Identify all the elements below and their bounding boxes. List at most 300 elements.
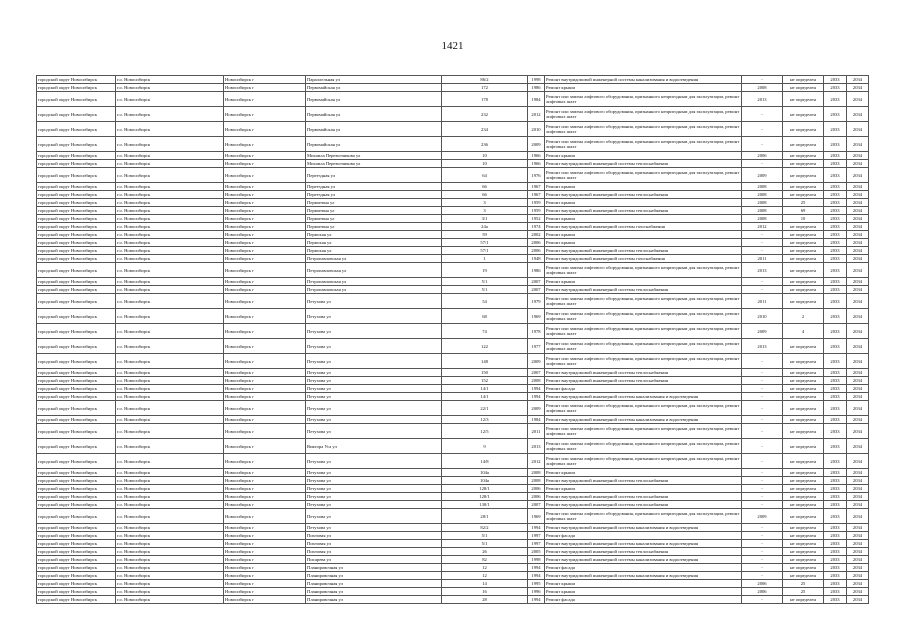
cell-settlement: г.о. Новосибирск: [116, 439, 224, 454]
cell-period-end: 2034: [847, 588, 869, 596]
cell-house-number: 152: [442, 377, 528, 385]
cell-municipality: городской округ Новосибирск: [37, 572, 116, 580]
cell-last-repair-year: -: [742, 596, 783, 604]
cell-city: Новосибирск г: [224, 572, 306, 580]
cell-street: Параллельная ул: [306, 76, 442, 84]
cell-build-year: 2007: [528, 286, 545, 294]
cell-build-year: 1994: [528, 596, 545, 604]
cell-street: Михаила Перевозчикова ул: [306, 152, 442, 160]
cell-wear-percent: не определен: [783, 564, 824, 572]
cell-work-type: Ремонт или замена лифтового оборудования, признанного непригодным для эксплуатации, ремонт лифтовых шахт: [545, 354, 742, 369]
cell-settlement: г.о. Новосибирск: [116, 524, 224, 532]
cell-house-number: 5/1: [442, 532, 528, 540]
cell-settlement: г.о. Новосибирск: [116, 294, 224, 309]
cell-work-type: Ремонт внутридомовой инженерной системы теплоснабжения: [545, 247, 742, 255]
cell-period-start: 2033: [824, 556, 847, 564]
cell-wear-percent: не определен: [783, 152, 824, 160]
cell-street: Пермитина ул: [306, 223, 442, 231]
cell-street: Пихтовая ул: [306, 548, 442, 556]
cell-last-repair-year: -: [742, 231, 783, 239]
table-row: [37, 84, 869, 92]
cell-build-year: 1979: [528, 294, 545, 309]
cell-city: Новосибирск г: [224, 215, 306, 223]
cell-settlement: г.о. Новосибирск: [116, 199, 224, 207]
cell-wear-percent: не определен: [783, 393, 824, 401]
cell-city: Новосибирск г: [224, 588, 306, 596]
table-row: [37, 160, 869, 168]
cell-period-end: 2034: [847, 294, 869, 309]
cell-wear-percent: 25: [783, 580, 824, 588]
cell-build-year: 1966: [528, 160, 545, 168]
cell-work-type: Ремонт крыши: [545, 239, 742, 247]
cell-work-type: Ремонт или замена лифтового оборудования, признанного непригодным для эксплуатации, ремонт лифтовых шахт: [545, 263, 742, 278]
cell-city: Новосибирск г: [224, 564, 306, 572]
cell-period-end: 2034: [847, 564, 869, 572]
cell-work-type: Ремонт или замена лифтового оборудования, признанного непригодным для эксплуатации, ремонт лифтовых шахт: [545, 168, 742, 183]
cell-city: Новосибирск г: [224, 191, 306, 199]
cell-wear-percent: не определен: [783, 239, 824, 247]
cell-work-type: Ремонт или замена лифтового оборудования, признанного непригодным для эксплуатации, ремонт лифтовых шахт: [545, 401, 742, 416]
cell-period-end: 2034: [847, 183, 869, 191]
cell-last-repair-year: -: [742, 439, 783, 454]
cell-house-number: 74: [442, 324, 528, 339]
cell-last-repair-year: -: [742, 247, 783, 255]
cell-work-type: Ремонт внутридомовой инженерной системы теплоснабжения: [545, 493, 742, 501]
cell-house-number: 26: [442, 548, 528, 556]
cell-municipality: городской округ Новосибирск: [37, 255, 116, 263]
cell-work-type: Ремонт внутридомовой инженерной системы теплоснабжения: [545, 191, 742, 199]
cell-settlement: г.о. Новосибирск: [116, 231, 224, 239]
cell-build-year: 1959: [528, 207, 545, 215]
cell-settlement: г.о. Новосибирск: [116, 509, 224, 524]
cell-build-year: 1995: [528, 580, 545, 588]
cell-street: Петухова ул: [306, 369, 442, 377]
cell-settlement: г.о. Новосибирск: [116, 207, 224, 215]
cell-work-type: Ремонт или замена лифтового оборудования, признанного непригодным для эксплуатации, ремонт лифтовых шахт: [545, 439, 742, 454]
cell-period-end: 2034: [847, 493, 869, 501]
cell-house-number: 28/1: [442, 509, 528, 524]
cell-last-repair-year: 2013: [742, 92, 783, 107]
cell-settlement: г.о. Новосибирск: [116, 588, 224, 596]
cell-period-start: 2033: [824, 385, 847, 393]
cell-period-end: 2034: [847, 385, 869, 393]
cell-house-number: 5/1: [442, 286, 528, 294]
cell-wear-percent: не определен: [783, 509, 824, 524]
cell-last-repair-year: -: [742, 122, 783, 137]
cell-settlement: г.о. Новосибирск: [116, 76, 224, 84]
cell-last-repair-year: -: [742, 76, 783, 84]
cell-wear-percent: не определен: [783, 107, 824, 122]
cell-last-repair-year: 2008: [742, 84, 783, 92]
cell-house-number: 12/5: [442, 424, 528, 439]
cell-wear-percent: не определен: [783, 168, 824, 183]
cell-city: Новосибирск г: [224, 454, 306, 469]
cell-street: Петропавловская ул: [306, 278, 442, 286]
cell-house-number: 22/1: [442, 401, 528, 416]
cell-last-repair-year: -: [742, 377, 783, 385]
cell-work-type: Ремонт фасада: [545, 564, 742, 572]
cell-settlement: г.о. Новосибирск: [116, 92, 224, 107]
cell-house-number: 3/1: [442, 215, 528, 223]
cell-build-year: 1969: [528, 509, 545, 524]
cell-period-start: 2033: [824, 540, 847, 548]
cell-work-type: Ремонт внутридомовой инженерной системы теплоснабжения: [545, 207, 742, 215]
cell-city: Новосибирск г: [224, 278, 306, 286]
cell-wear-percent: не определен: [783, 294, 824, 309]
cell-city: Новосибирск г: [224, 239, 306, 247]
cell-period-start: 2033: [824, 377, 847, 385]
cell-period-start: 2033: [824, 477, 847, 485]
table-row: [37, 255, 869, 263]
cell-period-end: 2034: [847, 263, 869, 278]
cell-wear-percent: не определен: [783, 439, 824, 454]
cell-build-year: 2006: [528, 247, 545, 255]
cell-period-start: 2033: [824, 137, 847, 152]
cell-wear-percent: не определен: [783, 556, 824, 564]
cell-build-year: 1948: [528, 255, 545, 263]
cell-work-type: Ремонт фасада: [545, 596, 742, 604]
cell-municipality: городской округ Новосибирск: [37, 540, 116, 548]
cell-period-end: 2034: [847, 207, 869, 215]
cell-period-start: 2033: [824, 572, 847, 580]
cell-municipality: городской округ Новосибирск: [37, 548, 116, 556]
cell-period-end: 2034: [847, 339, 869, 354]
cell-city: Новосибирск г: [224, 385, 306, 393]
cell-municipality: городской округ Новосибирск: [37, 385, 116, 393]
cell-last-repair-year: -: [742, 532, 783, 540]
cell-last-repair-year: -: [742, 524, 783, 532]
cell-period-start: 2033: [824, 239, 847, 247]
table-row: [37, 469, 869, 477]
cell-city: Новосибирск г: [224, 540, 306, 548]
table-row: [37, 580, 869, 588]
table-row: [37, 76, 869, 84]
cell-city: Новосибирск г: [224, 377, 306, 385]
cell-period-start: 2033: [824, 207, 847, 215]
cell-city: Новосибирск г: [224, 439, 306, 454]
cell-period-start: 2033: [824, 393, 847, 401]
cell-house-number: 68: [442, 309, 528, 324]
cell-municipality: городской округ Новосибирск: [37, 477, 116, 485]
cell-house-number: 130/1: [442, 501, 528, 509]
cell-street: Петухова ул: [306, 416, 442, 424]
cell-settlement: г.о. Новосибирск: [116, 286, 224, 294]
cell-period-start: 2033: [824, 588, 847, 596]
cell-municipality: городской округ Новосибирск: [37, 294, 116, 309]
cell-wear-percent: 69: [783, 207, 824, 215]
cell-settlement: г.о. Новосибирск: [116, 393, 224, 401]
cell-build-year: 2002: [528, 231, 545, 239]
cell-work-type: Ремонт или замена лифтового оборудования, признанного непригодным для эксплуатации, ремонт лифтовых шахт: [545, 122, 742, 137]
cell-street: Первомайская ул: [306, 137, 442, 152]
cell-period-end: 2034: [847, 509, 869, 524]
cell-city: Новосибирск г: [224, 416, 306, 424]
cell-wear-percent: не определен: [783, 401, 824, 416]
cell-street: Пермитина ул: [306, 199, 442, 207]
cell-period-end: 2034: [847, 501, 869, 509]
cell-city: Новосибирск г: [224, 556, 306, 564]
cell-wear-percent: не определен: [783, 339, 824, 354]
table-row: [37, 231, 869, 239]
cell-last-repair-year: -: [742, 401, 783, 416]
cell-period-start: 2033: [824, 469, 847, 477]
cell-build-year: 2008: [528, 477, 545, 485]
cell-settlement: г.о. Новосибирск: [116, 469, 224, 477]
cell-municipality: городской округ Новосибирск: [37, 92, 116, 107]
cell-period-start: 2033: [824, 199, 847, 207]
capital-repair-table: [36, 75, 869, 604]
cell-municipality: городской округ Новосибирск: [37, 247, 116, 255]
cell-build-year: 1986: [528, 263, 545, 278]
cell-last-repair-year: -: [742, 354, 783, 369]
cell-city: Новосибирск г: [224, 183, 306, 191]
cell-build-year: 2013: [528, 439, 545, 454]
cell-house-number: 28: [442, 596, 528, 604]
table-row: [37, 540, 869, 548]
cell-house-number: 232: [442, 107, 528, 122]
cell-city: Новосибирск г: [224, 84, 306, 92]
cell-street: Пихтовая ул: [306, 532, 442, 540]
cell-last-repair-year: 2006: [742, 580, 783, 588]
cell-city: Новосибирск г: [224, 263, 306, 278]
cell-period-end: 2034: [847, 84, 869, 92]
cell-municipality: городской округ Новосибирск: [37, 152, 116, 160]
cell-build-year: 2007: [528, 278, 545, 286]
cell-street: Первомайская ул: [306, 122, 442, 137]
cell-period-end: 2034: [847, 324, 869, 339]
cell-build-year: 1967: [528, 191, 545, 199]
cell-wear-percent: не определен: [783, 416, 824, 424]
cell-municipality: городской округ Новосибирск: [37, 107, 116, 122]
table-row: [37, 286, 869, 294]
cell-house-number: 82: [442, 556, 528, 564]
cell-build-year: 1986: [528, 84, 545, 92]
cell-house-number: 19: [442, 263, 528, 278]
table-row: [37, 263, 869, 278]
cell-wear-percent: не определен: [783, 454, 824, 469]
cell-house-number: 12: [442, 564, 528, 572]
cell-last-repair-year: 2013: [742, 263, 783, 278]
cell-settlement: г.о. Новосибирск: [116, 191, 224, 199]
cell-city: Новосибирск г: [224, 493, 306, 501]
cell-period-end: 2034: [847, 92, 869, 107]
cell-street: Петухова ул: [306, 401, 442, 416]
cell-build-year: 2006: [528, 493, 545, 501]
cell-work-type: Ремонт внутридомовой инженерной системы теплоснабжения: [545, 286, 742, 294]
cell-wear-percent: 10: [783, 215, 824, 223]
cell-municipality: городской округ Новосибирск: [37, 168, 116, 183]
cell-period-end: 2034: [847, 215, 869, 223]
cell-period-start: 2033: [824, 92, 847, 107]
table-row: [37, 137, 869, 152]
cell-last-repair-year: -: [742, 239, 783, 247]
cell-build-year: 2012: [528, 454, 545, 469]
cell-build-year: 1984: [528, 92, 545, 107]
cell-street: Петухова ул: [306, 385, 442, 393]
table-row: [37, 564, 869, 572]
cell-period-end: 2034: [847, 160, 869, 168]
cell-settlement: г.о. Новосибирск: [116, 493, 224, 501]
cell-period-start: 2033: [824, 439, 847, 454]
cell-city: Новосибирск г: [224, 477, 306, 485]
cell-period-start: 2033: [824, 509, 847, 524]
cell-municipality: городской округ Новосибирск: [37, 439, 116, 454]
cell-street: Петухова ул: [306, 393, 442, 401]
cell-work-type: Ремонт внутридомовой инженерной системы теплоснабжения: [545, 501, 742, 509]
cell-last-repair-year: 2011: [742, 294, 783, 309]
cell-municipality: городской округ Новосибирск: [37, 596, 116, 604]
cell-municipality: городской округ Новосибирск: [37, 309, 116, 324]
cell-period-end: 2034: [847, 485, 869, 493]
cell-city: Новосибирск г: [224, 401, 306, 416]
table-row: [37, 501, 869, 509]
cell-municipality: городской округ Новосибирск: [37, 263, 116, 278]
cell-period-end: 2034: [847, 286, 869, 294]
cell-house-number: 150: [442, 369, 528, 377]
table-row: [37, 278, 869, 286]
cell-municipality: городской округ Новосибирск: [37, 416, 116, 424]
cell-settlement: г.о. Новосибирск: [116, 339, 224, 354]
table-row: [37, 324, 869, 339]
cell-house-number: 24а: [442, 223, 528, 231]
cell-period-end: 2034: [847, 393, 869, 401]
cell-city: Новосибирск г: [224, 231, 306, 239]
cell-municipality: городской округ Новосибирск: [37, 493, 116, 501]
cell-settlement: г.о. Новосибирск: [116, 556, 224, 564]
cell-work-type: Ремонт внутридомовой инженерной системы теплоснабжения: [545, 477, 742, 485]
cell-period-end: 2034: [847, 309, 869, 324]
cell-period-start: 2033: [824, 84, 847, 92]
cell-last-repair-year: 2008: [742, 199, 783, 207]
cell-house-number: 10: [442, 160, 528, 168]
cell-street: Переездная ул: [306, 191, 442, 199]
cell-period-start: 2033: [824, 122, 847, 137]
cell-street: Петухова ул: [306, 477, 442, 485]
cell-period-start: 2033: [824, 76, 847, 84]
cell-build-year: 1978: [528, 324, 545, 339]
cell-wear-percent: не определен: [783, 191, 824, 199]
cell-settlement: г.о. Новосибирск: [116, 369, 224, 377]
cell-work-type: Ремонт крыши: [545, 199, 742, 207]
cell-settlement: г.о. Новосибирск: [116, 122, 224, 137]
table-row: [37, 239, 869, 247]
cell-house-number: 178: [442, 92, 528, 107]
cell-period-start: 2033: [824, 191, 847, 199]
cell-wear-percent: не определен: [783, 354, 824, 369]
cell-settlement: г.о. Новосибирск: [116, 278, 224, 286]
cell-build-year: 1998: [528, 556, 545, 564]
cell-street: Пермитина ул: [306, 215, 442, 223]
cell-house-number: 104а: [442, 477, 528, 485]
table-row: [37, 385, 869, 393]
cell-build-year: 1974: [528, 223, 545, 231]
cell-settlement: г.о. Новосибирск: [116, 223, 224, 231]
cell-work-type: Ремонт внутридомовой инженерной системы канализования и водоотведения: [545, 572, 742, 580]
cell-house-number: 5/1: [442, 540, 528, 548]
cell-municipality: городской округ Новосибирск: [37, 278, 116, 286]
cell-period-end: 2034: [847, 122, 869, 137]
table-row: [37, 168, 869, 183]
cell-street: Петухова ул: [306, 324, 442, 339]
cell-last-repair-year: -: [742, 469, 783, 477]
cell-last-repair-year: -: [742, 393, 783, 401]
cell-city: Новосибирск г: [224, 485, 306, 493]
cell-settlement: г.о. Новосибирск: [116, 183, 224, 191]
cell-period-start: 2033: [824, 454, 847, 469]
cell-period-end: 2034: [847, 439, 869, 454]
cell-last-repair-year: 2008: [742, 191, 783, 199]
table-row: [37, 572, 869, 580]
table-row: [37, 548, 869, 556]
cell-municipality: городской округ Новосибирск: [37, 556, 116, 564]
cell-wear-percent: не определен: [783, 247, 824, 255]
cell-work-type: Ремонт внутридомовой инженерной системы канализования и водоотведения: [545, 540, 742, 548]
cell-work-type: Ремонт внутридомовой инженерной системы канализования и водоотведения: [545, 556, 742, 564]
cell-municipality: городской округ Новосибирск: [37, 424, 116, 439]
table-row: [37, 199, 869, 207]
cell-municipality: городской округ Новосибирск: [37, 501, 116, 509]
cell-street: Петухова ул: [306, 493, 442, 501]
cell-municipality: городской округ Новосибирск: [37, 377, 116, 385]
table-row: [37, 122, 869, 137]
cell-settlement: г.о. Новосибирск: [116, 416, 224, 424]
cell-street: Петухова ул: [306, 339, 442, 354]
cell-house-number: 9: [442, 439, 528, 454]
cell-build-year: 2006: [528, 485, 545, 493]
cell-city: Новосибирск г: [224, 369, 306, 377]
cell-street: Пермская ул: [306, 247, 442, 255]
table-row: [37, 107, 869, 122]
cell-period-end: 2034: [847, 548, 869, 556]
cell-work-type: Ремонт или замена лифтового оборудования, признанного непригодным для эксплуатации, ремонт лифтовых шахт: [545, 107, 742, 122]
cell-city: Новосибирск г: [224, 548, 306, 556]
cell-street: Петропавловская ул: [306, 286, 442, 294]
cell-wear-percent: не определен: [783, 493, 824, 501]
cell-work-type: Ремонт или замена лифтового оборудования, признанного непригодным для эксплуатации, ремонт лифтовых шахт: [545, 92, 742, 107]
cell-period-end: 2034: [847, 231, 869, 239]
cell-municipality: городской округ Новосибирск: [37, 183, 116, 191]
cell-period-start: 2033: [824, 168, 847, 183]
cell-work-type: Ремонт или замена лифтового оборудования, признанного непригодным для эксплуатации, ремонт лифтовых шахт: [545, 454, 742, 469]
cell-last-repair-year: 2008: [742, 183, 783, 191]
cell-municipality: городской округ Новосибирск: [37, 239, 116, 247]
cell-wear-percent: не определен: [783, 223, 824, 231]
cell-street: Писарева ул: [306, 556, 442, 564]
cell-last-repair-year: 2009: [742, 509, 783, 524]
cell-house-number: 3: [442, 199, 528, 207]
cell-period-start: 2033: [824, 548, 847, 556]
table-row: [37, 588, 869, 596]
cell-period-start: 2033: [824, 339, 847, 354]
cell-period-start: 2033: [824, 286, 847, 294]
cell-city: Новосибирск г: [224, 294, 306, 309]
cell-street: Планировочная ул: [306, 596, 442, 604]
cell-wear-percent: 25: [783, 199, 824, 207]
cell-house-number: 14/1: [442, 385, 528, 393]
cell-city: Новосибирск г: [224, 424, 306, 439]
cell-last-repair-year: -: [742, 107, 783, 122]
cell-period-end: 2034: [847, 199, 869, 207]
cell-build-year: 1994: [528, 572, 545, 580]
cell-period-start: 2033: [824, 416, 847, 424]
cell-period-start: 2033: [824, 294, 847, 309]
cell-period-start: 2033: [824, 215, 847, 223]
cell-period-end: 2034: [847, 477, 869, 485]
cell-wear-percent: не определен: [783, 548, 824, 556]
cell-period-end: 2034: [847, 239, 869, 247]
cell-house-number: 122: [442, 339, 528, 354]
cell-work-type: Ремонт или замена лифтового оборудования, признанного непригодным для эксплуатации, ремонт лифтовых шахт: [545, 137, 742, 152]
